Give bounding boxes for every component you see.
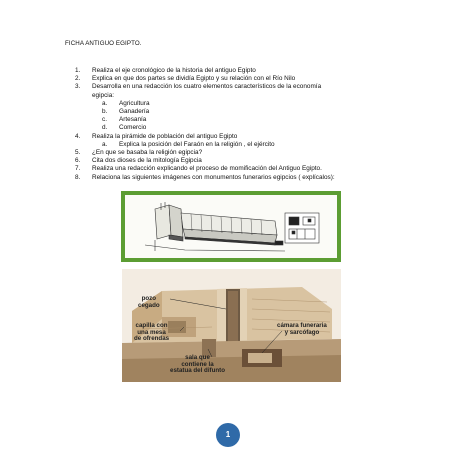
page-number-badge [216, 423, 240, 447]
item-number: 4. [75, 132, 81, 140]
list-item [75, 174, 375, 182]
item-number: 6. [75, 157, 81, 165]
item-number: 2. [75, 75, 81, 83]
sub-item-text: Artesanía [119, 116, 147, 124]
item-number: 3. [75, 83, 81, 91]
item-text: ¿En que se basaba la religión egipcia? [92, 149, 203, 157]
list-item [75, 83, 375, 91]
item-number: 7. [75, 165, 81, 173]
item-text: Relaciona las siguientes imágenes con monumentos funerarios egipcios ( explícalos): [92, 173, 335, 181]
sub-item-text: Ganadería [119, 108, 150, 116]
sub-item-letter: d. [102, 124, 108, 132]
sub-item-letter: b. [102, 108, 108, 116]
sub-item [75, 100, 375, 108]
page-number: 1 [225, 430, 231, 439]
label-sala-estatua [170, 355, 225, 375]
item-text: Desarrolla en una redacción los cuatro elementos característicos de la economía [92, 83, 322, 91]
item-text: Explica en que dos partes se dividía Egipto y su relación con el Río Nilo [92, 75, 296, 83]
item-number: 1. [75, 67, 81, 74]
item-text: Realiza una redacción explicando el proceso de momificación del Antiguo Egipto. [92, 165, 322, 173]
label-camara-funeraria [277, 323, 327, 336]
sub-item-letter: a. [102, 99, 108, 107]
mastaba-cutaway-figure [122, 269, 341, 382]
temple-line-drawing [125, 195, 337, 258]
list-item [75, 133, 375, 141]
sub-item [75, 116, 375, 124]
list-item [75, 149, 375, 157]
label-capilla [134, 323, 169, 343]
sub-item [75, 141, 375, 149]
label-text: sala que contiene la estatua del difunto [170, 354, 226, 375]
list-item-continuation: egipcia: [92, 91, 115, 99]
item-text: Realiza la pirámide de población del antiguo Egipto [92, 132, 238, 140]
sub-item-text: Explica la posición del Faraón en la religión , el ejército [119, 140, 275, 148]
sub-item-text: Agricultura [119, 99, 150, 107]
sub-item [75, 124, 375, 132]
sub-item-letter: a. [102, 140, 108, 148]
list-item [75, 75, 375, 83]
label-text: pozo cegado [138, 295, 160, 309]
sub-item-letter: c. [102, 116, 107, 124]
document-title: FICHA ANTIGUO EGIPTO. [65, 40, 142, 47]
temple-drawing-figure [121, 191, 341, 262]
question-list [75, 67, 375, 182]
item-number: 5. [75, 149, 81, 157]
item-text: Cita dos dioses de la mitología Egipcia [92, 157, 202, 165]
label-text: cámara funeraria y sarcófago [277, 322, 327, 336]
list-item [75, 165, 375, 173]
list-item [75, 67, 375, 75]
label-pozo-cegado [138, 296, 160, 309]
sub-item [75, 108, 375, 116]
list-item [75, 157, 375, 165]
item-number: 8. [75, 173, 81, 181]
label-text: capilla con una mesa de ofrendas [134, 322, 170, 343]
sub-item-text: Comercio [119, 124, 147, 132]
item-text: Realiza el eje cronológico de la historia del antiguo Egipto [92, 67, 256, 74]
